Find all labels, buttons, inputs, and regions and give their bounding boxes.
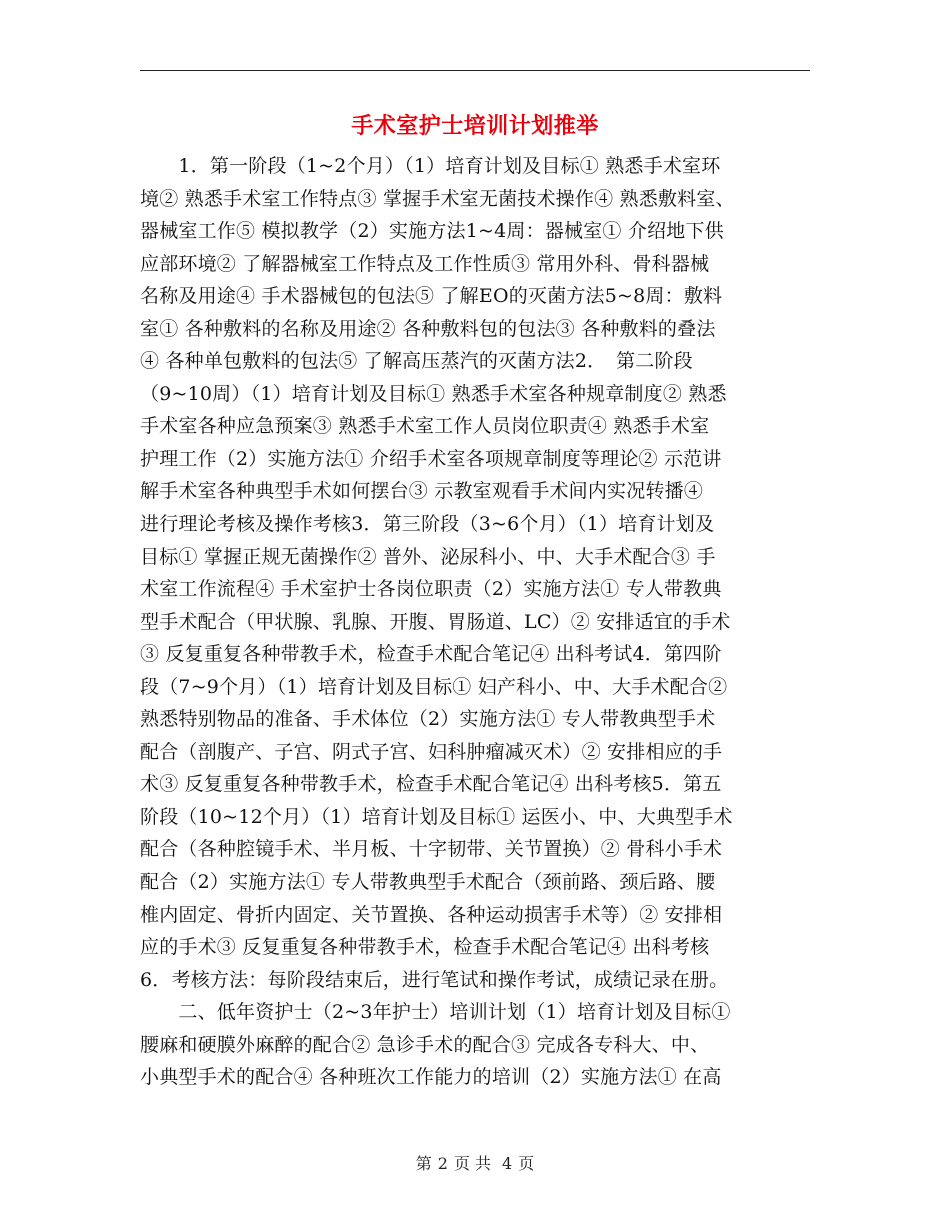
paragraph-line: 解手术室各种典型手术如何摆台③ 示教室观看手术间内实况转播④ [140,480,704,503]
paragraph-line: 熟悉特别物品的准备、手术体位（2）实施方法① 专人带教典型手术 [140,708,716,731]
paragraph-line: 段（7~9个月）（1）培育计划及目标① 妇产科小、中、大手术配合② [140,675,728,698]
paragraph-line: ④ 各种单包敷料的包法⑤ 了解高压蒸汽的灭菌方法2． 第二阶段 [140,350,693,373]
paragraph-line: 阶段（10~12个月）（1）培育计划及目标① 运医小、中、大典型手术 [140,805,733,828]
paragraph-line: 手术室各种应急预案③ 熟悉手术室工作人员岗位职责④ 熟悉手术室 [140,415,710,438]
paragraph-line: 室① 各种敷料的名称及用途② 各种敷料包的包法③ 各种敷料的叠法 [140,317,716,340]
paragraph-line: 小典型手术的配合④ 各种班次工作能力的培训（2）实施方法① 在高 [140,1066,722,1089]
paragraph-line: （9~10周）（1）培育计划及目标① 熟悉手术室各种规章制度② 熟悉 [140,382,727,405]
paragraph-line: 名称及用途④ 手术器械包的包法⑤ 了解EO的灭菌方法5~8周：敷料 [140,285,723,308]
paragraph-line: 型手术配合（甲状腺、乳腺、开腹、胃肠道、LC）② 安排适宜的手术 [140,610,731,633]
total-pages-number: 4 [502,1154,513,1173]
page-footer [0,1153,950,1175]
paragraph-line: 二、低年资护士（2~3年护士）培训计划（1）培育计划及目标① [140,1001,731,1024]
paragraph-line: 6．考核方法：每阶段结束后，进行笔试和操作考试，成绩记录在册。 [140,968,729,991]
header-rule [140,70,810,71]
paragraph-line: 目标① 掌握正规无菌操作② 普外、泌尿科小、中、大手术配合③ 手 [140,545,716,568]
paragraph-line: 护理工作（2）实施方法① 介绍手术室各项规章制度等理论② 示范讲 [140,447,722,470]
paragraph-line: 器械室工作⑤ 模拟教学（2）实施方法1~4周：器械室① 介绍地下供 [140,220,724,243]
footer-total-word: 共 [475,1154,492,1173]
footer-page-word-end: 页 [518,1154,535,1173]
paragraph-line: 椎内固定、骨折内固定、关节置换、各种运动损害手术等）② 安排相 [140,903,723,926]
paragraph-line: 1．第一阶段（1~2个月）（1）培育计划及目标① 熟悉手术室环 [140,155,721,177]
paragraph-line: 术室工作流程④ 手术室护士各岗位职责（2）实施方法① 专人带教典 [140,578,722,601]
footer-page-word: 页 [453,1154,470,1173]
paragraph-line: ③ 反复重复各种带教手术，检查手术配合笔记④ 出科考试4．第四阶 [140,643,722,666]
paragraph-line: 应的手术③ 反复重复各种带教手术，检查手术配合笔记④ 出科考核 [140,936,710,959]
footer-prefix: 第 [415,1154,432,1173]
document-body [140,150,810,1094]
paragraph-line: 进行理论考核及操作考核3．第三阶段（3~6个月）（1）培育计划及 [140,513,715,536]
document-title: 手术室护士培训计划推举 [351,113,599,139]
paragraph-line: 境② 熟悉手术室工作特点③ 掌握手术室无菌技术操作④ 熟悉敷料室、 [140,187,735,210]
paragraph-line: 腰麻和硬膜外麻醉的配合② 急诊手术的配合③ 完成各专科大、中、 [140,1033,710,1056]
paragraph-line: 配合（剖腹产、子宫、阴式子宫、妇科肿瘤减灭术）② 安排相应的手 [140,740,723,763]
paragraph-line: 配合（各种腔镜手术、半月板、十字韧带、关节置换）② 骨科小手术 [140,838,723,861]
paragraph-line: 术③ 反复重复各种带教手术，检查手术配合笔记④ 出科考核5．第五 [140,773,722,796]
paragraph-line: 配合（2）实施方法① 专人带教典型手术配合（颈前路、颈后路、腰 [140,871,716,894]
paragraph-line: 应部环境② 了解器械室工作特点及工作性质③ 常用外科、骨科器械 [140,252,710,275]
current-page-number: 2 [437,1154,448,1173]
